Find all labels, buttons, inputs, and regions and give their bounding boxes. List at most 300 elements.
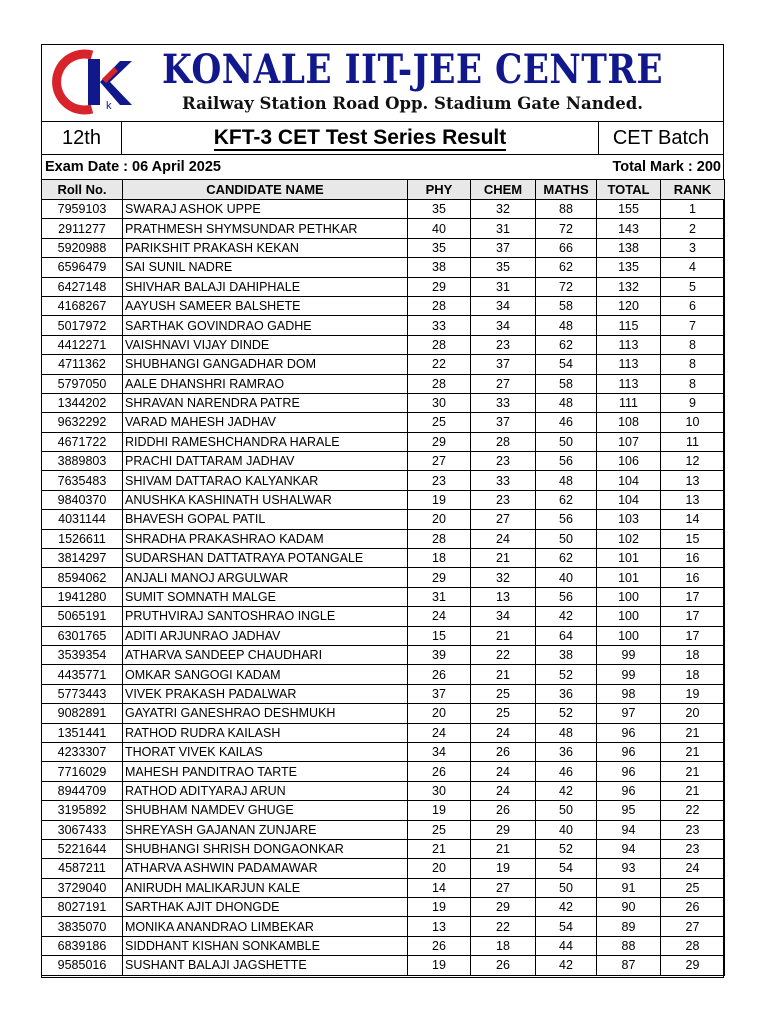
- cell-phy: 40: [408, 219, 471, 238]
- cell-phy: 25: [408, 413, 471, 432]
- cell-total: 135: [597, 258, 661, 277]
- cell-chem: 34: [471, 316, 536, 335]
- cell-phy: 37: [408, 684, 471, 703]
- cell-candidate-name: ANJALI MANOJ ARGULWAR: [123, 568, 408, 587]
- cell-rank: 9: [661, 393, 725, 412]
- cell-candidate-name: SHUBHAM NAMDEV GHUGE: [123, 801, 408, 820]
- cell-maths: 40: [536, 820, 597, 839]
- cell-rank: 29: [661, 956, 725, 975]
- result-sheet: [41, 44, 724, 978]
- cell-candidate-name: RIDDHI RAMESHCHANDRA HARALE: [123, 432, 408, 451]
- cell-total: 87: [597, 956, 661, 975]
- table-row: [42, 238, 725, 257]
- cell-rank: 7: [661, 316, 725, 335]
- table-row: [42, 296, 725, 315]
- cell-total: 91: [597, 878, 661, 897]
- cell-rank: 22: [661, 801, 725, 820]
- cell-total: 104: [597, 471, 661, 490]
- cell-phy: 19: [408, 801, 471, 820]
- konale-logo-icon: [48, 49, 152, 115]
- cell-phy: 26: [408, 665, 471, 684]
- cell-roll-no: 6596479: [42, 258, 123, 277]
- cell-roll-no: 5920988: [42, 238, 123, 257]
- cell-candidate-name: PRATHMESH SHYMSUNDAR PETHKAR: [123, 219, 408, 238]
- cell-candidate-name: AAYUSH SAMEER BALSHETE: [123, 296, 408, 315]
- table-row: [42, 432, 725, 451]
- cell-total: 96: [597, 781, 661, 800]
- cell-maths: 58: [536, 374, 597, 393]
- cell-phy: 29: [408, 568, 471, 587]
- test-title-text: KFT-3 CET Test Series Result: [213, 126, 507, 149]
- cell-chem: 34: [471, 296, 536, 315]
- cell-chem: 31: [471, 219, 536, 238]
- cell-total: 89: [597, 917, 661, 936]
- cell-phy: 19: [408, 956, 471, 975]
- cell-candidate-name: PRACHI DATTARAM JADHAV: [123, 452, 408, 471]
- cell-phy: 33: [408, 316, 471, 335]
- cell-candidate-name: SHREYASH GAJANAN ZUNJARE: [123, 820, 408, 839]
- cell-total: 102: [597, 529, 661, 548]
- cell-maths: 56: [536, 587, 597, 606]
- cell-phy: 14: [408, 878, 471, 897]
- cell-phy: 28: [408, 296, 471, 315]
- cell-phy: 35: [408, 238, 471, 257]
- cell-chem: 29: [471, 820, 536, 839]
- cell-total: 96: [597, 723, 661, 742]
- cell-rank: 17: [661, 607, 725, 626]
- cell-rank: 16: [661, 568, 725, 587]
- cell-total: 98: [597, 684, 661, 703]
- cell-total: 101: [597, 568, 661, 587]
- cell-total: 94: [597, 820, 661, 839]
- cell-candidate-name: MONIKA ANANDRAO LIMBEKAR: [123, 917, 408, 936]
- cell-roll-no: 5221644: [42, 839, 123, 858]
- cell-total: 93: [597, 859, 661, 878]
- cell-total: 115: [597, 316, 661, 335]
- cell-roll-no: 6839186: [42, 936, 123, 955]
- table-row: [42, 510, 725, 529]
- cell-total: 97: [597, 704, 661, 723]
- table-row: [42, 490, 725, 509]
- cell-candidate-name: BHAVESH GOPAL PATIL: [123, 510, 408, 529]
- cell-candidate-name: AALE DHANSHRI RAMRAO: [123, 374, 408, 393]
- cell-chem: 28: [471, 432, 536, 451]
- cell-candidate-name: RATHOD ADITYARAJ ARUN: [123, 781, 408, 800]
- cell-rank: 13: [661, 490, 725, 509]
- cell-phy: 24: [408, 723, 471, 742]
- cell-rank: 24: [661, 859, 725, 878]
- cell-phy: 25: [408, 820, 471, 839]
- cell-maths: 52: [536, 839, 597, 858]
- cell-chem: 23: [471, 335, 536, 354]
- cell-maths: 42: [536, 956, 597, 975]
- brand-subtitle: Railway Station Road Opp. Stadium Gate Nanded.: [182, 94, 644, 113]
- cell-rank: 20: [661, 704, 725, 723]
- cell-maths: 54: [536, 859, 597, 878]
- cell-rank: 2: [661, 219, 725, 238]
- cell-phy: 20: [408, 510, 471, 529]
- title-row: [42, 121, 723, 155]
- table-row: [42, 258, 725, 277]
- cell-maths: 42: [536, 781, 597, 800]
- table-row: [42, 917, 725, 936]
- cell-candidate-name: SUSHANT BALAJI JAGSHETTE: [123, 956, 408, 975]
- test-title: [122, 122, 598, 154]
- cell-roll-no: 4168267: [42, 296, 123, 315]
- table-row: [42, 762, 725, 781]
- cell-maths: 48: [536, 471, 597, 490]
- cell-maths: 46: [536, 413, 597, 432]
- cell-phy: 31: [408, 587, 471, 606]
- cell-rank: 17: [661, 626, 725, 645]
- cell-chem: 26: [471, 956, 536, 975]
- cell-phy: 19: [408, 898, 471, 917]
- cell-roll-no: 1351441: [42, 723, 123, 742]
- column-header-rank: RANK: [661, 180, 725, 200]
- cell-rank: 27: [661, 917, 725, 936]
- cell-roll-no: 1941280: [42, 587, 123, 606]
- table-row: [42, 219, 725, 238]
- column-header-roll-no: Roll No.: [42, 180, 123, 200]
- cell-total: 132: [597, 277, 661, 296]
- table-row: [42, 607, 725, 626]
- cell-rank: 14: [661, 510, 725, 529]
- cell-chem: 26: [471, 801, 536, 820]
- cell-phy: 26: [408, 762, 471, 781]
- cell-candidate-name: ANIRUDH MALIKARJUN KALE: [123, 878, 408, 897]
- table-row: [42, 277, 725, 296]
- cell-chem: 19: [471, 859, 536, 878]
- cell-roll-no: 7635483: [42, 471, 123, 490]
- cell-roll-no: 1344202: [42, 393, 123, 412]
- cell-chem: 27: [471, 510, 536, 529]
- cell-phy: 28: [408, 335, 471, 354]
- table-row: [42, 936, 725, 955]
- cell-maths: 62: [536, 490, 597, 509]
- cell-chem: 33: [471, 393, 536, 412]
- cell-rank: 21: [661, 723, 725, 742]
- cell-phy: 20: [408, 704, 471, 723]
- table-row: [42, 626, 725, 645]
- table-row: [42, 665, 725, 684]
- table-row: [42, 820, 725, 839]
- table-row: [42, 781, 725, 800]
- cell-maths: 62: [536, 258, 597, 277]
- cell-chem: 37: [471, 355, 536, 374]
- exam-date: Exam Date : 06 April 2025: [45, 159, 221, 175]
- cell-maths: 52: [536, 704, 597, 723]
- cell-total: 101: [597, 549, 661, 568]
- cell-maths: 36: [536, 684, 597, 703]
- table-row: [42, 374, 725, 393]
- cell-roll-no: 7716029: [42, 762, 123, 781]
- cell-phy: 19: [408, 490, 471, 509]
- table-row: [42, 393, 725, 412]
- cell-roll-no: 3067433: [42, 820, 123, 839]
- cell-candidate-name: SUDARSHAN DATTATRAYA POTANGALE: [123, 549, 408, 568]
- cell-chem: 29: [471, 898, 536, 917]
- table-row: [42, 742, 725, 761]
- cell-candidate-name: SIDDHANT KISHAN SONKAMBLE: [123, 936, 408, 955]
- cell-candidate-name: THORAT VIVEK KAILAS: [123, 742, 408, 761]
- cell-rank: 11: [661, 432, 725, 451]
- table-row: [42, 452, 725, 471]
- table-row: [42, 878, 725, 897]
- cell-total: 96: [597, 742, 661, 761]
- cell-rank: 6: [661, 296, 725, 315]
- table-row: [42, 859, 725, 878]
- table-row: [42, 549, 725, 568]
- cell-total: 138: [597, 238, 661, 257]
- cell-rank: 28: [661, 936, 725, 955]
- table-row: [42, 335, 725, 354]
- table-row: [42, 529, 725, 548]
- table-row: [42, 645, 725, 664]
- cell-total: 90: [597, 898, 661, 917]
- cell-candidate-name: SUMIT SOMNATH MALGE: [123, 587, 408, 606]
- cell-roll-no: 4671722: [42, 432, 123, 451]
- table-row: [42, 839, 725, 858]
- cell-total: 100: [597, 607, 661, 626]
- cell-maths: 88: [536, 200, 597, 219]
- cell-maths: 64: [536, 626, 597, 645]
- cell-maths: 58: [536, 296, 597, 315]
- table-row: [42, 587, 725, 606]
- cell-chem: 25: [471, 704, 536, 723]
- cell-candidate-name: SARTHAK GOVINDRAO GADHE: [123, 316, 408, 335]
- cell-rank: 13: [661, 471, 725, 490]
- column-header-chem: CHEM: [471, 180, 536, 200]
- table-row: [42, 704, 725, 723]
- cell-rank: 23: [661, 820, 725, 839]
- cell-chem: 21: [471, 839, 536, 858]
- cell-total: 88: [597, 936, 661, 955]
- cell-total: 108: [597, 413, 661, 432]
- cell-total: 106: [597, 452, 661, 471]
- cell-chem: 22: [471, 917, 536, 936]
- cell-rank: 18: [661, 645, 725, 664]
- cell-candidate-name: VIVEK PRAKASH PADALWAR: [123, 684, 408, 703]
- cell-phy: 26: [408, 936, 471, 955]
- table-row: [42, 355, 725, 374]
- cell-candidate-name: GAYATRI GANESHRAO DESHMUKH: [123, 704, 408, 723]
- cell-chem: 23: [471, 490, 536, 509]
- cell-chem: 27: [471, 878, 536, 897]
- cell-candidate-name: VARAD MAHESH JADHAV: [123, 413, 408, 432]
- cell-roll-no: 5797050: [42, 374, 123, 393]
- cell-phy: 29: [408, 277, 471, 296]
- cell-roll-no: 2911277: [42, 219, 123, 238]
- cell-chem: 24: [471, 529, 536, 548]
- cell-roll-no: 4587211: [42, 859, 123, 878]
- cell-chem: 24: [471, 723, 536, 742]
- cell-roll-no: 6427148: [42, 277, 123, 296]
- cell-roll-no: 6301765: [42, 626, 123, 645]
- cell-phy: 28: [408, 374, 471, 393]
- cell-candidate-name: ADITI ARJUNRAO JADHAV: [123, 626, 408, 645]
- cell-total: 143: [597, 219, 661, 238]
- cell-roll-no: 3729040: [42, 878, 123, 897]
- cell-candidate-name: MAHESH PANDITRAO TARTE: [123, 762, 408, 781]
- cell-chem: 26: [471, 742, 536, 761]
- cell-maths: 40: [536, 568, 597, 587]
- cell-maths: 62: [536, 335, 597, 354]
- cell-rank: 16: [661, 549, 725, 568]
- cell-phy: 15: [408, 626, 471, 645]
- cell-total: 107: [597, 432, 661, 451]
- cell-phy: 38: [408, 258, 471, 277]
- cell-total: 100: [597, 587, 661, 606]
- cell-maths: 66: [536, 238, 597, 257]
- brand-title: KONALE IIT-JEE CENTRE: [162, 46, 664, 93]
- cell-maths: 56: [536, 452, 597, 471]
- cell-candidate-name: PRUTHVIRAJ SANTOSHRAO INGLE: [123, 607, 408, 626]
- cell-rank: 21: [661, 742, 725, 761]
- cell-maths: 50: [536, 801, 597, 820]
- cell-roll-no: 5017972: [42, 316, 123, 335]
- column-header-phy: PHY: [408, 180, 471, 200]
- cell-candidate-name: SHRADHA PRAKASHRAO KADAM: [123, 529, 408, 548]
- cell-maths: 54: [536, 355, 597, 374]
- cell-phy: 30: [408, 393, 471, 412]
- cell-phy: 22: [408, 355, 471, 374]
- cell-chem: 21: [471, 665, 536, 684]
- cell-chem: 22: [471, 645, 536, 664]
- cell-candidate-name: OMKAR SANGOGI KADAM: [123, 665, 408, 684]
- cell-roll-no: 3539354: [42, 645, 123, 664]
- cell-rank: 21: [661, 762, 725, 781]
- cell-maths: 50: [536, 878, 597, 897]
- cell-total: 95: [597, 801, 661, 820]
- cell-phy: 13: [408, 917, 471, 936]
- cell-total: 104: [597, 490, 661, 509]
- cell-chem: 27: [471, 374, 536, 393]
- cell-chem: 13: [471, 587, 536, 606]
- cell-total: 113: [597, 355, 661, 374]
- cell-candidate-name: SARTHAK AJIT DHONGDE: [123, 898, 408, 917]
- cell-candidate-name: VAISHNAVI VIJAY DINDE: [123, 335, 408, 354]
- cell-maths: 38: [536, 645, 597, 664]
- cell-total: 96: [597, 762, 661, 781]
- cell-maths: 48: [536, 316, 597, 335]
- cell-rank: 12: [661, 452, 725, 471]
- cell-rank: 5: [661, 277, 725, 296]
- cell-chem: 23: [471, 452, 536, 471]
- cell-rank: 23: [661, 839, 725, 858]
- cell-roll-no: 8944709: [42, 781, 123, 800]
- cell-maths: 72: [536, 219, 597, 238]
- table-row: [42, 723, 725, 742]
- cell-total: 99: [597, 665, 661, 684]
- cell-roll-no: 1526611: [42, 529, 123, 548]
- cell-roll-no: 8027191: [42, 898, 123, 917]
- cell-total: 155: [597, 200, 661, 219]
- cell-roll-no: 3195892: [42, 801, 123, 820]
- cell-chem: 37: [471, 238, 536, 257]
- table-row: [42, 413, 725, 432]
- cell-phy: 23: [408, 471, 471, 490]
- cell-roll-no: 8594062: [42, 568, 123, 587]
- cell-phy: 35: [408, 200, 471, 219]
- column-header-maths: MATHS: [536, 180, 597, 200]
- cell-chem: 21: [471, 626, 536, 645]
- cell-phy: 29: [408, 432, 471, 451]
- cell-phy: 30: [408, 781, 471, 800]
- cell-maths: 36: [536, 742, 597, 761]
- cell-maths: 56: [536, 510, 597, 529]
- cell-chem: 21: [471, 549, 536, 568]
- table-header-row: [42, 180, 725, 200]
- results-table: [41, 179, 725, 976]
- cell-rank: 17: [661, 587, 725, 606]
- cell-rank: 1: [661, 200, 725, 219]
- class-label: 12th: [42, 122, 122, 154]
- cell-chem: 24: [471, 762, 536, 781]
- cell-total: 94: [597, 839, 661, 858]
- cell-total: 99: [597, 645, 661, 664]
- cell-rank: 15: [661, 529, 725, 548]
- cell-rank: 4: [661, 258, 725, 277]
- cell-maths: 48: [536, 723, 597, 742]
- cell-candidate-name: SWARAJ ASHOK UPPE: [123, 200, 408, 219]
- cell-rank: 8: [661, 355, 725, 374]
- cell-chem: 35: [471, 258, 536, 277]
- cell-candidate-name: SHIVAM DATTARAO KALYANKAR: [123, 471, 408, 490]
- cell-chem: 34: [471, 607, 536, 626]
- cell-candidate-name: SHRAVAN NARENDRA PATRE: [123, 393, 408, 412]
- cell-roll-no: 7959103: [42, 200, 123, 219]
- cell-phy: 27: [408, 452, 471, 471]
- cell-roll-no: 4711362: [42, 355, 123, 374]
- cell-candidate-name: SHUBHANGI GANGADHAR DOM: [123, 355, 408, 374]
- cell-rank: 8: [661, 374, 725, 393]
- cell-roll-no: 5773443: [42, 684, 123, 703]
- cell-roll-no: 9585016: [42, 956, 123, 975]
- cell-candidate-name: RATHOD RUDRA KAILASH: [123, 723, 408, 742]
- cell-chem: 18: [471, 936, 536, 955]
- table-row: [42, 200, 725, 219]
- cell-rank: 8: [661, 335, 725, 354]
- cell-chem: 33: [471, 471, 536, 490]
- cell-roll-no: 3889803: [42, 452, 123, 471]
- cell-roll-no: 9632292: [42, 413, 123, 432]
- cell-candidate-name: ATHARVA ASHWIN PADAMAWAR: [123, 859, 408, 878]
- cell-roll-no: 9840370: [42, 490, 123, 509]
- cell-chem: 25: [471, 684, 536, 703]
- cell-phy: 20: [408, 859, 471, 878]
- cell-rank: 18: [661, 665, 725, 684]
- cell-total: 100: [597, 626, 661, 645]
- cell-candidate-name: SHIVHAR BALAJI DAHIPHALE: [123, 277, 408, 296]
- cell-phy: 28: [408, 529, 471, 548]
- cell-maths: 72: [536, 277, 597, 296]
- cell-rank: 10: [661, 413, 725, 432]
- cell-roll-no: 3814297: [42, 549, 123, 568]
- cell-rank: 21: [661, 781, 725, 800]
- cell-roll-no: 9082891: [42, 704, 123, 723]
- table-row: [42, 316, 725, 335]
- batch-label: CET Batch: [598, 122, 723, 154]
- cell-total: 113: [597, 335, 661, 354]
- cell-chem: 32: [471, 200, 536, 219]
- letterhead: [42, 45, 723, 121]
- cell-chem: 32: [471, 568, 536, 587]
- cell-phy: 21: [408, 839, 471, 858]
- cell-candidate-name: SAI SUNIL NADRE: [123, 258, 408, 277]
- cell-maths: 42: [536, 898, 597, 917]
- total-mark: Total Mark : 200: [612, 159, 721, 175]
- cell-maths: 62: [536, 549, 597, 568]
